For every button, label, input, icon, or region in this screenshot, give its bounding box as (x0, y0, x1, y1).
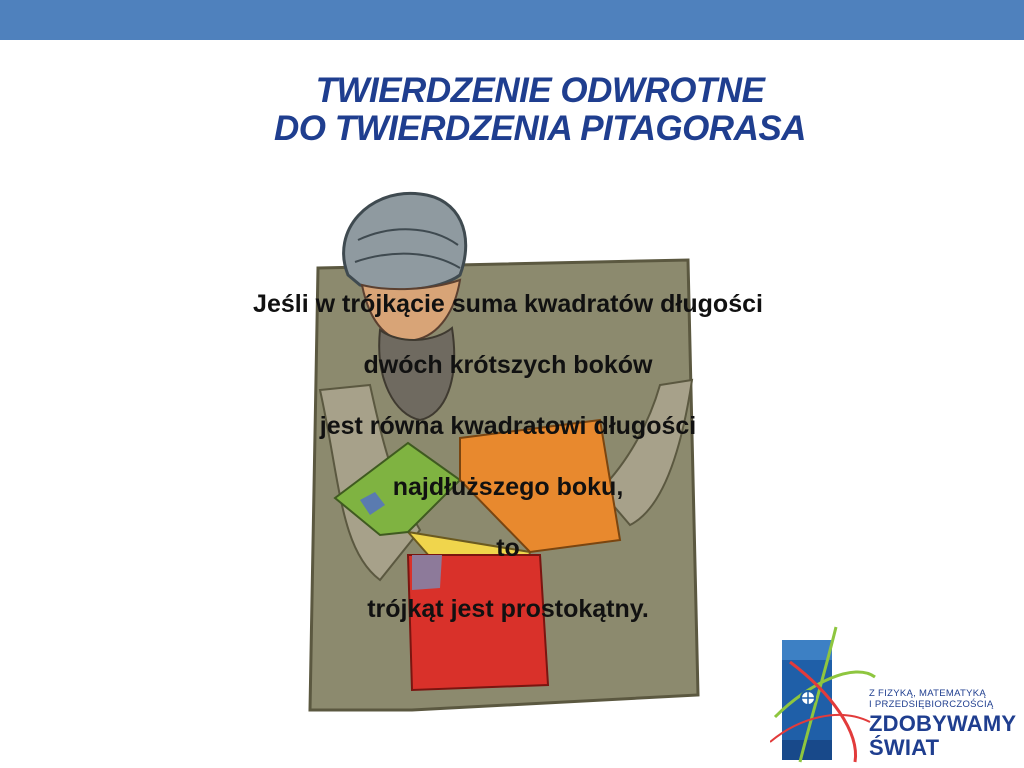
title-line-2: DO TWIERDZENIA PITAGORASA (274, 109, 806, 148)
theorem-line-1: Jeśli w trójkącie suma kwadratów długości (253, 290, 763, 318)
logo-line-4: ŚWIAT (869, 735, 940, 760)
logo-line-3: ZDOBYWAMY (869, 711, 1017, 736)
slide-title (0, 72, 1024, 148)
theorem-line-6: trójkąt jest prostokątny. (367, 595, 649, 623)
title-line-1: TWIERDZENIE ODWROTNE (315, 71, 765, 110)
header-bar (0, 0, 1024, 40)
theorem-line-4: najdłuższego boku, (392, 473, 624, 501)
logo-line-1: Z FIZYKĄ, MATEMATYKĄ (869, 688, 987, 699)
zdobywamy-swiat-logo (770, 622, 1024, 768)
theorem-line-5: to (496, 534, 520, 562)
theorem-text (150, 278, 866, 644)
theorem-line-3: jest równa kwadratowi długości (319, 412, 697, 440)
logo-line-2: I PRZEDSIĘBIORCZOŚCIĄ (869, 699, 994, 710)
theorem-line-2: dwóch krótszych boków (363, 351, 653, 379)
